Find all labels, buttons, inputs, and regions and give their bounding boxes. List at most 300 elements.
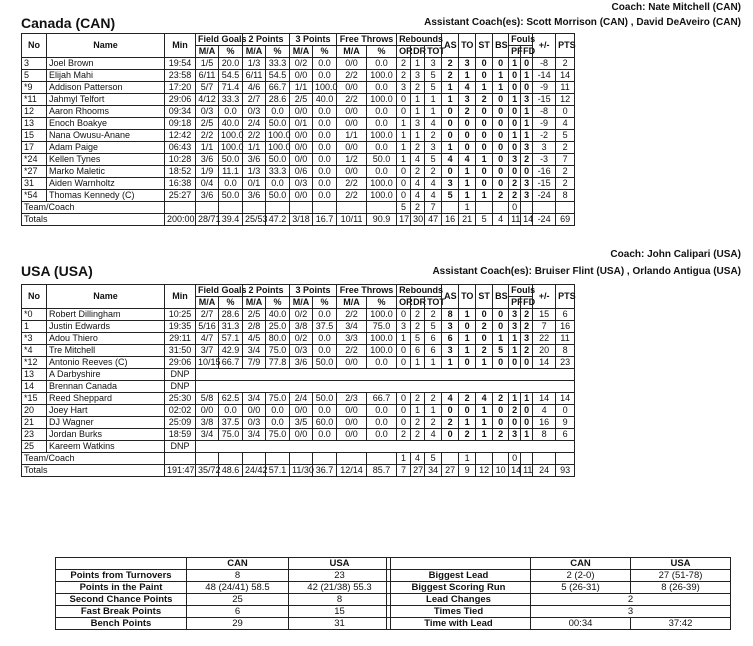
player-p2p: 100.0 <box>266 130 290 142</box>
player-dr: 2 <box>411 309 425 321</box>
player-pts: 0 <box>556 405 575 417</box>
col-header-ma: M/A <box>196 46 219 58</box>
assistants-line-usa: Assistant Coach(es): Bruiser Flint (USA) , Orlando Antigua (USA) <box>432 266 741 277</box>
player-row <box>22 190 575 202</box>
summary-label: Biggest Scoring Run <box>387 582 531 594</box>
player-p2p: 75.0 <box>266 345 290 357</box>
player-p3p: 37.5 <box>313 321 337 333</box>
summary-value-can: 5 (26-31) <box>531 582 631 594</box>
player-to: 2 <box>459 393 476 405</box>
player-as: 0 <box>442 118 459 130</box>
team-coach-tot: 5 <box>425 453 442 465</box>
player-as: 1 <box>442 94 459 106</box>
col-header-fd: FD <box>521 297 533 309</box>
summary-right-col-usa: USA <box>631 558 731 570</box>
totals-fgp: 39.4 <box>219 214 243 226</box>
player-p2p: 28.6 <box>266 94 290 106</box>
player-p2: 4/6 <box>243 82 266 94</box>
player-row <box>22 333 575 345</box>
player-p3p: 60.0 <box>313 417 337 429</box>
player-pf: 3 <box>509 429 521 441</box>
player-p3p: 0.0 <box>313 333 337 345</box>
player-p2: 1/1 <box>243 142 266 154</box>
player-as: 4 <box>442 154 459 166</box>
player-p3: 0/2 <box>290 309 313 321</box>
summary-row <box>387 594 731 606</box>
player-pm: -3 <box>533 154 556 166</box>
player-p2: 1/3 <box>243 58 266 70</box>
team-coach-dr: 2 <box>411 202 425 214</box>
totals-pts: 69 <box>556 214 575 226</box>
col-header-ma: M/A <box>290 46 313 58</box>
player-pm: 15 <box>533 309 556 321</box>
summary-value-can: 2 (2-0) <box>531 570 631 582</box>
team-coach-blank <box>219 453 243 465</box>
player-st: 2 <box>476 94 493 106</box>
player-ft: 2/3 <box>337 393 367 405</box>
totals-p2p: 57.1 <box>266 465 290 477</box>
player-dr: 5 <box>411 333 425 345</box>
summary-value-both: 3 <box>531 606 731 618</box>
player-as: 8 <box>442 309 459 321</box>
player-ftp: 100.0 <box>367 309 397 321</box>
player-p2: 0/3 <box>243 417 266 429</box>
player-as: 2 <box>442 417 459 429</box>
player-fgp: 0.0 <box>219 405 243 417</box>
player-row <box>22 441 575 453</box>
player-pf: 0 <box>509 357 521 369</box>
player-min: DNP <box>165 369 196 381</box>
team-coach-blank <box>243 202 266 214</box>
player-tot: 6 <box>425 345 442 357</box>
team-coach-as <box>442 453 459 465</box>
team-coach-blank <box>367 453 397 465</box>
summary-row <box>387 570 731 582</box>
team-coach-label: Team/Coach <box>22 453 165 465</box>
col-header-tot: TOT <box>425 46 442 58</box>
summary-value-can: 6 <box>187 606 289 618</box>
player-fd: 1 <box>521 118 533 130</box>
player-ftp: 0.0 <box>367 58 397 70</box>
player-min: DNP <box>165 441 196 453</box>
totals-fd: 14 <box>521 214 533 226</box>
player-st: 0 <box>476 130 493 142</box>
player-ftp: 100.0 <box>367 190 397 202</box>
player-dr: 2 <box>411 142 425 154</box>
coach-line-usa: Coach: John Calipari (USA) <box>610 249 741 260</box>
player-to: 0 <box>459 405 476 417</box>
player-to: 0 <box>459 142 476 154</box>
player-p2p: 50.0 <box>266 190 290 202</box>
player-tot: 4 <box>425 429 442 441</box>
totals-fd: 11 <box>521 465 533 477</box>
player-or: 0 <box>397 345 411 357</box>
player-min: 19:35 <box>165 321 196 333</box>
player-or: 0 <box>397 190 411 202</box>
player-name: Marko Maletic <box>47 166 165 178</box>
player-fgp: 11.1 <box>219 166 243 178</box>
player-p3p: 50.0 <box>313 393 337 405</box>
col-header-min: Min <box>165 34 196 58</box>
player-pts: 9 <box>556 417 575 429</box>
player-ft: 0/0 <box>337 405 367 417</box>
player-pm: 20 <box>533 345 556 357</box>
player-pf: 1 <box>509 58 521 70</box>
player-or: 3 <box>397 82 411 94</box>
player-bs: 0 <box>493 321 509 333</box>
player-name: Aiden Warnholtz <box>47 178 165 190</box>
player-pf: 3 <box>509 321 521 333</box>
summary-value-can: 29 <box>187 618 289 630</box>
player-p3p: 0.0 <box>313 405 337 417</box>
player-tot: 5 <box>425 82 442 94</box>
player-dr: 1 <box>411 94 425 106</box>
team-coach-row <box>22 453 575 465</box>
player-pts: 14 <box>556 70 575 82</box>
player-no: *0 <box>22 309 47 321</box>
player-st: 0 <box>476 118 493 130</box>
player-pm: -16 <box>533 166 556 178</box>
player-pts: 5 <box>556 130 575 142</box>
team-coach-blank <box>367 202 397 214</box>
player-st: 1 <box>476 405 493 417</box>
player-ft: 2/2 <box>337 190 367 202</box>
team-coach-pts <box>556 453 575 465</box>
player-fg: 10/15 <box>196 357 219 369</box>
player-min: 23:58 <box>165 70 196 82</box>
player-min: 16:38 <box>165 178 196 190</box>
player-pf: 0 <box>509 70 521 82</box>
player-ftp: 100.0 <box>367 130 397 142</box>
player-ft: 0/0 <box>337 58 367 70</box>
player-no: *54 <box>22 190 47 202</box>
player-number: 13 <box>22 369 47 381</box>
player-pts: 11 <box>556 82 575 94</box>
player-ftp: 100.0 <box>367 178 397 190</box>
player-ft: 0/0 <box>337 357 367 369</box>
player-p2: 2/5 <box>243 309 266 321</box>
player-pf: 1 <box>509 94 521 106</box>
player-fd: 3 <box>521 190 533 202</box>
player-name: Tre Mitchell <box>47 345 165 357</box>
col-header-three-points: 3 Points <box>290 285 337 297</box>
player-pts: 2 <box>556 178 575 190</box>
player-tot: 3 <box>425 142 442 154</box>
player-min: 10:28 <box>165 154 196 166</box>
player-to: 2 <box>459 429 476 441</box>
team-coach-as <box>442 202 459 214</box>
player-fg: 5/8 <box>196 393 219 405</box>
player-pts: 23 <box>556 357 575 369</box>
player-st: 0 <box>476 309 493 321</box>
player-p2: 7/9 <box>243 357 266 369</box>
totals-pf: 14 <box>509 465 521 477</box>
player-pm: 14 <box>533 357 556 369</box>
player-dr: 4 <box>411 190 425 202</box>
player-or: 2 <box>397 58 411 70</box>
player-bs: 0 <box>493 142 509 154</box>
player-as: 2 <box>442 58 459 70</box>
player-pf: 1 <box>509 333 521 345</box>
player-p3p: 0.0 <box>313 106 337 118</box>
player-ft: 0/0 <box>337 82 367 94</box>
player-name: Adam Paige <box>47 142 165 154</box>
player-dr: 2 <box>411 393 425 405</box>
player-pm: -14 <box>533 70 556 82</box>
boxscore-table <box>21 33 575 226</box>
player-pts: 11 <box>556 333 575 345</box>
boxscore-table <box>21 284 575 477</box>
player-pf: 0 <box>509 142 521 154</box>
player-no: 3 <box>22 58 47 70</box>
player-pm: -15 <box>533 94 556 106</box>
player-to: 1 <box>459 309 476 321</box>
col-header-pct: % <box>266 46 290 58</box>
totals-row <box>22 465 575 477</box>
player-bs: 0 <box>493 106 509 118</box>
player-pf: 1 <box>509 393 521 405</box>
player-dr: 1 <box>411 106 425 118</box>
player-ft: 0/0 <box>337 142 367 154</box>
col-header-pf: PF <box>509 46 521 58</box>
player-no: 13 <box>22 118 47 130</box>
totals-ftp: 90.9 <box>367 214 397 226</box>
player-as: 0 <box>442 405 459 417</box>
player-p3p: 0.0 <box>313 58 337 70</box>
player-p3p: 0.0 <box>313 190 337 202</box>
player-tot: 2 <box>425 130 442 142</box>
player-p2: 3/4 <box>243 345 266 357</box>
summary-label: Lead Changes <box>387 594 531 606</box>
player-fgp: 57.1 <box>219 333 243 345</box>
player-fgp: 37.5 <box>219 417 243 429</box>
summary-label: Points in the Paint <box>56 582 187 594</box>
col-header-name: Name <box>47 285 165 309</box>
col-header-two-points: 2 Points <box>243 34 290 46</box>
player-fd: 1 <box>521 70 533 82</box>
player-p2: 0/0 <box>243 405 266 417</box>
team-coach-blank <box>337 202 367 214</box>
player-p3: 0/0 <box>290 405 313 417</box>
player-fgp: 66.7 <box>219 357 243 369</box>
col-header-fd: FD <box>521 46 533 58</box>
player-row <box>22 130 575 142</box>
player-no: 17 <box>22 142 47 154</box>
player-min: 25:30 <box>165 393 196 405</box>
player-p2: 2/8 <box>243 321 266 333</box>
summary-row <box>56 570 391 582</box>
player-ftp: 75.0 <box>367 321 397 333</box>
team-coach-row <box>22 202 575 214</box>
player-dnp-blank <box>196 381 575 393</box>
player-p3: 0/3 <box>290 345 313 357</box>
player-p2p: 0.0 <box>266 106 290 118</box>
player-row <box>22 417 575 429</box>
col-header-bs: BS <box>493 34 509 58</box>
player-as: 2 <box>442 70 459 82</box>
player-min: 09:18 <box>165 118 196 130</box>
summary-value-usa: 42 (21/38) 55.3 <box>289 582 391 594</box>
player-fg: 3/4 <box>196 429 219 441</box>
player-or: 2 <box>397 429 411 441</box>
team-coach-to: 1 <box>459 202 476 214</box>
player-pm: 7 <box>533 321 556 333</box>
summary-label: Second Chance Points <box>56 594 187 606</box>
player-p2p: 80.0 <box>266 333 290 345</box>
player-to: 1 <box>459 190 476 202</box>
totals-tot: 34 <box>425 465 442 477</box>
player-row <box>22 309 575 321</box>
player-fgp: 71.4 <box>219 82 243 94</box>
col-header-ma: M/A <box>290 297 313 309</box>
player-or: 1 <box>397 154 411 166</box>
player-tot: 4 <box>425 178 442 190</box>
player-bs: 2 <box>493 190 509 202</box>
player-st: 1 <box>476 190 493 202</box>
col-header-pct: % <box>367 46 397 58</box>
player-to: 4 <box>459 154 476 166</box>
player-min: 25:27 <box>165 190 196 202</box>
player-dr: 3 <box>411 118 425 130</box>
player-p2: 4/5 <box>243 333 266 345</box>
player-number: 14 <box>22 381 47 393</box>
player-pts: 2 <box>556 58 575 70</box>
player-p2p: 0.0 <box>266 405 290 417</box>
col-header-three-points: 3 Points <box>290 34 337 46</box>
player-pm: -9 <box>533 118 556 130</box>
player-name: Kareem Watkins <box>47 441 165 453</box>
totals-as: 27 <box>442 465 459 477</box>
team-coach-blank <box>313 453 337 465</box>
player-fg: 3/6 <box>196 154 219 166</box>
team-coach-bs <box>493 453 509 465</box>
team-coach-fd <box>521 453 533 465</box>
player-p2p: 75.0 <box>266 393 290 405</box>
player-st: 2 <box>476 345 493 357</box>
player-p2: 0/3 <box>243 106 266 118</box>
player-tot: 2 <box>425 309 442 321</box>
player-no: 5 <box>22 70 47 82</box>
player-min: 09:34 <box>165 106 196 118</box>
player-pm: -8 <box>533 58 556 70</box>
assistants-line-can: Assistant Coach(es): Scott Morrison (CAN) , David DeAveiro (CAN) <box>424 17 741 28</box>
player-ft: 0/0 <box>337 166 367 178</box>
player-dr: 6 <box>411 345 425 357</box>
totals-dr: 30 <box>411 214 425 226</box>
summary-value-usa: 23 <box>289 570 391 582</box>
player-p3: 0/2 <box>290 58 313 70</box>
summary-label: Time with Lead <box>387 618 531 630</box>
player-ft: 2/2 <box>337 94 367 106</box>
summary-value-usa: 37:42 <box>631 618 731 630</box>
summary-row <box>56 582 391 594</box>
player-st: 0 <box>476 166 493 178</box>
player-to: 0 <box>459 130 476 142</box>
player-p2: 3/6 <box>243 154 266 166</box>
player-fgp: 40.0 <box>219 118 243 130</box>
player-pf: 0 <box>509 166 521 178</box>
player-p3p: 0.0 <box>313 154 337 166</box>
player-fgp: 75.0 <box>219 429 243 441</box>
player-as: 0 <box>442 166 459 178</box>
player-p3p: 0.0 <box>313 166 337 178</box>
player-tot: 5 <box>425 70 442 82</box>
player-p3p: 100.0 <box>313 82 337 94</box>
summary-value-can: 48 (24/41) 58.5 <box>187 582 289 594</box>
player-fg: 3/6 <box>196 190 219 202</box>
player-tot: 2 <box>425 417 442 429</box>
player-fg: 4/7 <box>196 333 219 345</box>
player-bs: 2 <box>493 393 509 405</box>
player-fgp: 20.0 <box>219 58 243 70</box>
player-fd: 0 <box>521 417 533 429</box>
player-st: 0 <box>476 333 493 345</box>
player-p2: 6/11 <box>243 70 266 82</box>
summary-table-right <box>386 557 731 630</box>
player-row <box>22 178 575 190</box>
totals-fg: 28/71 <box>196 214 219 226</box>
player-bs: 2 <box>493 429 509 441</box>
player-fd: 0 <box>521 58 533 70</box>
summary-label: Fast Break Points <box>56 606 187 618</box>
summary-right-col-can: CAN <box>531 558 631 570</box>
player-fg: 2/7 <box>196 309 219 321</box>
player-or: 0 <box>397 405 411 417</box>
player-p2p: 40.0 <box>266 309 290 321</box>
player-pts: 7 <box>556 154 575 166</box>
player-row <box>22 345 575 357</box>
player-name: Brennan Canada <box>47 381 165 393</box>
player-bs: 0 <box>493 58 509 70</box>
player-row <box>22 118 575 130</box>
player-min: 29:06 <box>165 357 196 369</box>
player-pf: 0 <box>509 82 521 94</box>
player-pm: 16 <box>533 417 556 429</box>
col-header-pct: % <box>367 297 397 309</box>
player-no: 20 <box>22 405 47 417</box>
player-to: 1 <box>459 333 476 345</box>
player-fgp: 100.0 <box>219 130 243 142</box>
col-header-no: No <box>22 285 47 309</box>
col-header-plus-minus: +/- <box>533 34 556 58</box>
col-header-fouls: Fouls <box>509 34 533 46</box>
player-pts: 12 <box>556 94 575 106</box>
player-dnp-blank <box>196 369 575 381</box>
player-fg: 4/12 <box>196 94 219 106</box>
player-fg: 0/0 <box>196 405 219 417</box>
player-fg: 5/7 <box>196 82 219 94</box>
player-or: 0 <box>397 94 411 106</box>
col-header-dr: DR <box>411 297 425 309</box>
player-row <box>22 429 575 441</box>
player-dnp-blank <box>196 441 575 453</box>
player-to: 1 <box>459 70 476 82</box>
player-fd: 2 <box>521 309 533 321</box>
totals-p3p: 16.7 <box>313 214 337 226</box>
player-pm: -8 <box>533 106 556 118</box>
player-ftp: 0.0 <box>367 118 397 130</box>
player-fgp: 50.0 <box>219 190 243 202</box>
player-number: 25 <box>22 441 47 453</box>
player-pts: 6 <box>556 309 575 321</box>
col-header-st: ST <box>476 285 493 309</box>
totals-st: 5 <box>476 214 493 226</box>
team-coach-min <box>165 202 196 214</box>
player-p2p: 50.0 <box>266 154 290 166</box>
team-coach-pf: 0 <box>509 202 521 214</box>
col-header-pct: % <box>219 46 243 58</box>
totals-label: Totals <box>22 465 165 477</box>
